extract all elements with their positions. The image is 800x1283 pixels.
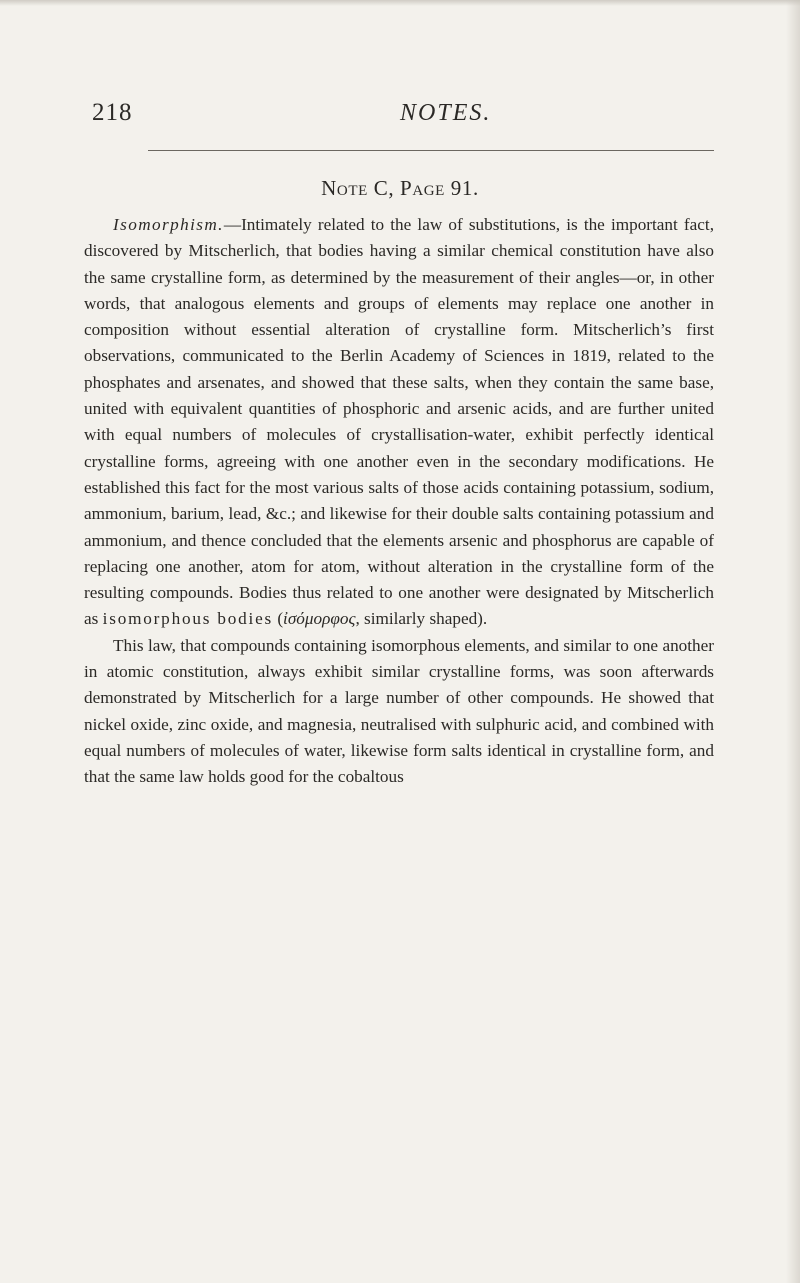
note-title-text: Note C, Page 91. [321,176,479,200]
page-header [0,98,800,130]
page-number: 218 [92,99,133,126]
paragraph-text: ( [273,609,284,629]
spaced-term: isomorphous bodies [102,609,274,629]
paragraph-isomorphism [84,212,714,633]
paragraph-law: This law, that compounds containing isomorphous elements, and similar to one another in atomic constitution, always exhibit similar crystalline forms, was soon afterwards demonstrated by Mitscherlich for a large number of other compounds. He showed that nickel oxide, zinc oxide, and magnesia, neutralised with sulphuric acid, and combined with equal numbers of molecules of water, likewise form salts identical in crystalline form, and that the same law holds good for the cobaltous [84,635,714,787]
running-head: NOTES. [400,100,492,126]
page-top-edge [0,0,800,6]
body-text [84,212,714,791]
lead-term: Isomorphism. [113,215,224,234]
greek-word: ἰσόμορφος [283,609,356,629]
paragraph-text: —Intimately related to the law of substitutions, is the important fact, discovered by Mitscherlich, that bodies having a similar chemical constitution have also the same crystalline form, as determined by the measurement of their angles—or, in other words, that analogous elements and groups of elements may replace one another in composition without essential alteration of crystalline form. Mitscherlich’s first observations, communicated to the Berlin Academy of Sciences in 1819, related to the phosphates and arsenates, and showed that these salts, when they contain the same base, united with equivalent quantities of phosphoric and arsenic acids, and are further united with equal numbers of molecules of crystallisation-water, exhibit perfectly identical crystalline forms, agreeing with one another even in the secondary modifications. He established this fact for the most various salts of those acids containing potassium, sodium, ammonium, barium, lead, &c.; and likewise for their double salts containing potassium and ammonium, and thence concluded that the elements arsenic and phosphorus are capable of replacing one another, atom for atom, without alteration in the crystalline form of the resulting compounds. Bodies thus related to one another were designated by Mitscherlich as [84,215,714,629]
header-rule [148,150,714,151]
paragraph-text: , similarly shaped). [355,609,488,629]
note-title [0,174,800,204]
